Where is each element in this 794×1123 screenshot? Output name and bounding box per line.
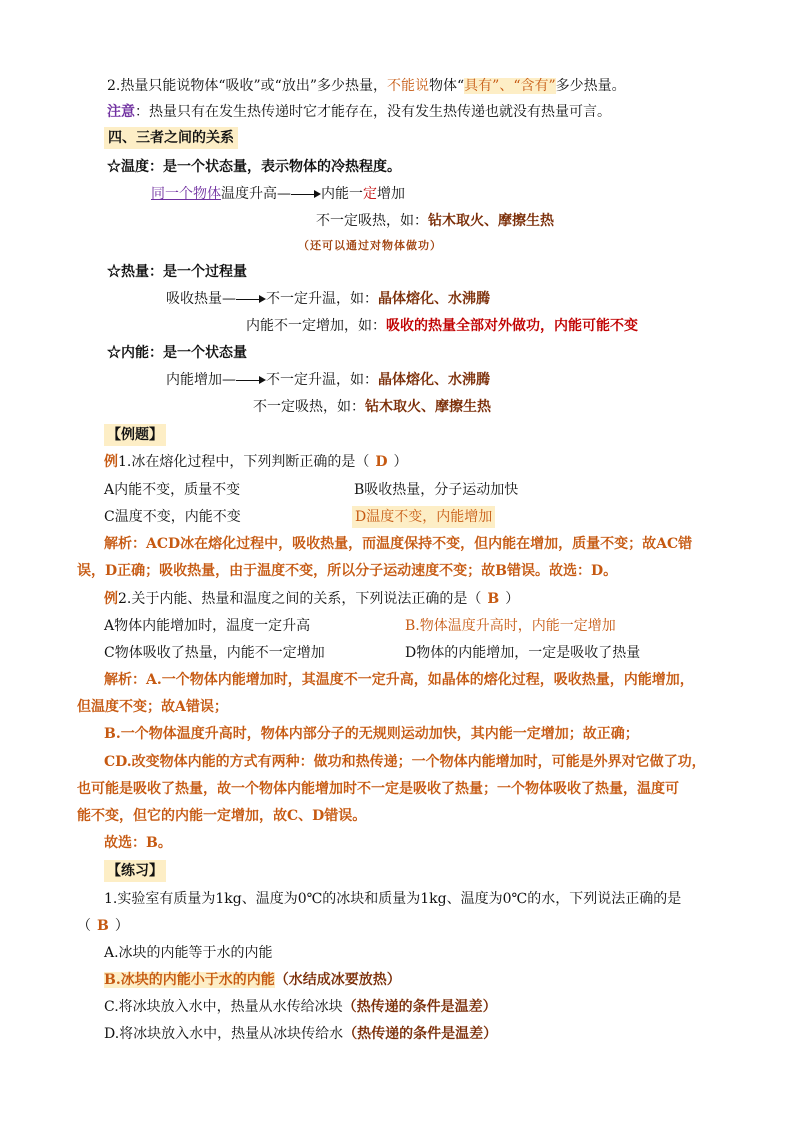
- ex1-analysis-1: 解析：ACD冰在熔化过程中，吸收热量，而温度保持不变，但内能在增加，质量不变；故AC错: [104, 536, 693, 552]
- heat-statement-end: 多少热量。: [555, 78, 626, 94]
- pr1-option-b: [104, 969, 401, 991]
- heat-ie-not-example: 吸收的热量全部对外做功，内能可能不变: [386, 318, 638, 334]
- heat-statement-text: 2.热量只能说物体“吸收”或“放出”多少热量，: [107, 78, 387, 94]
- ie-heading: ☆内能：是一个状态量: [107, 345, 247, 361]
- ex2-option-d: D物体的内能增加，一定是吸收了热量: [405, 645, 641, 661]
- temp-heading: ☆温度：是一个状态量，表示物体的冷热程度。: [107, 159, 401, 175]
- pr1-option-b-note: （水结成冰要放热）: [274, 972, 401, 988]
- ex2-label: 例: [104, 591, 118, 607]
- pr1-option-d: [104, 1023, 497, 1045]
- ex2-option-b: B.物体温度升高时，内能一定增加: [405, 618, 616, 634]
- ie-not-absorb: [253, 396, 491, 418]
- heat-relation: [166, 288, 490, 310]
- ex2-close: ）: [505, 591, 520, 607]
- ex1-q-text: 1.冰在熔化过程中，下列判断正确的是（: [118, 454, 370, 470]
- ie-word: 内能: [321, 186, 349, 202]
- note-label: 注意: [107, 104, 135, 120]
- ie-relation: [166, 369, 490, 391]
- section-4-title: 四、三者之间的关系: [104, 127, 238, 149]
- ie-not-absorb-example: 钻木取火、摩擦生热: [365, 399, 491, 415]
- ex2-answer: B: [487, 591, 500, 607]
- heat-heading: ☆热量：是一个过程量: [107, 264, 247, 280]
- ex2-q-text: 2.关于内能、热量和温度之间的关系，下列说法正确的是（: [118, 591, 482, 607]
- ding-emph: 定: [363, 186, 377, 202]
- pr1-option-c: [104, 996, 497, 1018]
- pr1-answer-line: [77, 915, 129, 937]
- pr1-answer: B: [97, 918, 109, 934]
- heat-statement-text2: 物体“: [429, 78, 465, 94]
- ex1-option-a: A内能不变，质量不变: [104, 482, 241, 498]
- heat-ie-not-text: 内能不一定增加，如：: [246, 318, 386, 334]
- ie-not-rise: 不一定升温，如：: [266, 372, 378, 388]
- heat-ie-not: [246, 315, 638, 337]
- ex2-question: [104, 588, 519, 610]
- ex1-label: 例: [104, 454, 118, 470]
- ex1-option-d: D温度不变，内能增加: [352, 506, 495, 528]
- arrow-icon: [236, 288, 266, 310]
- pr1-open: （: [77, 918, 91, 934]
- ie-inc-text: 内能增加—: [166, 372, 236, 388]
- heat-statement: [107, 75, 626, 97]
- temp-not-absorb-example: 钻木取火、摩擦生热: [428, 213, 554, 229]
- ex1-close: ）: [393, 454, 408, 470]
- pr1-option-d-note: （热传递的条件是温差）: [343, 1026, 498, 1042]
- temp-not-absorb: [316, 210, 554, 232]
- temp-not-absorb-text: 不一定吸热，如：: [316, 213, 428, 229]
- pr1-option-d-text: D.将冰块放入水中，热量从冰块传给水: [104, 1026, 344, 1042]
- absorb-text: 吸收热量—: [166, 291, 236, 307]
- heat-statement-emph: 不能说: [387, 78, 429, 94]
- same-object-label: 同一个物体: [151, 186, 221, 202]
- ie-not-rise-example: 晶体熔化、水沸腾: [378, 372, 490, 388]
- ex1-option-b: B吸收热量，分子运动加快: [354, 482, 519, 498]
- temp-relation: [151, 183, 405, 205]
- ex1-option-c: C温度不变，内能不变: [104, 509, 241, 525]
- arrow-icon: [236, 369, 266, 391]
- pr1-option-b-text: B.冰块的内能小于水的内能: [104, 972, 275, 988]
- ex2-option-c: C物体吸收了热量，内能不一定增加: [104, 645, 325, 661]
- work-note: （还可以通过对物体做功）: [298, 239, 442, 252]
- ie-one: 一: [349, 186, 363, 202]
- ex1-analysis-2: 误，D正确；吸收热量，由于温度不变，所以分子运动速度不变；故B错误。故选：D。: [77, 563, 618, 579]
- ex2-analysis-7: 故选：B。: [104, 835, 172, 851]
- ex2-analysis-6: 能不变，但它的内能一定增加，故C、D错误。: [77, 808, 367, 824]
- pr1-close: ）: [114, 918, 129, 934]
- ex2-analysis-1: 解析：A.一个物体内能增加时，其温度不一定升高，如晶体的熔化过程，吸收热量，内能增加，: [104, 672, 694, 688]
- note-text: ：热量只有在发生热传递时它才能存在，没有发生热传递也就没有热量可言。: [135, 104, 611, 120]
- ex2-analysis-4: CD.改变物体内能的方式有两种：做功和热传递；一个物体内能增加时，可能是外界对它做了功，: [104, 754, 706, 770]
- ex2-analysis-2: 但温度不变；故A错误；: [77, 699, 228, 715]
- heat-not-rise: 不一定升温，如：: [266, 291, 378, 307]
- ex1-question: [104, 451, 408, 473]
- pr1-option-c-note: （热传递的条件是温差）: [342, 999, 497, 1015]
- note-line: [107, 101, 611, 123]
- heat-not-rise-example: 晶体熔化、水沸腾: [378, 291, 490, 307]
- pr1-option-c-text: C.将冰块放入水中，热量从水传给冰块: [104, 999, 343, 1015]
- pr1-option-a: A.冰块的内能等于水的内能: [104, 945, 273, 961]
- example-tag: 【例题】: [104, 424, 166, 446]
- ie-inc: 增加: [377, 186, 405, 202]
- practice-tag: 【练习】: [104, 860, 166, 882]
- ex2-analysis-5: 也可能是吸收了热量，故一个物体内能增加时不一定是吸收了热量；一个物体吸收了热量，温度可: [77, 781, 679, 797]
- heat-statement-highlight: 具有”、“含有”: [464, 78, 556, 94]
- temp-rise: 温度升高—: [221, 186, 291, 202]
- ex1-answer: D: [375, 454, 388, 470]
- pr1-question: 1.实验室有质量为1kg、温度为0℃的冰块和质量为1kg、温度为0℃的水，下列说法正确的是: [104, 891, 682, 907]
- arrow-icon: [291, 183, 321, 205]
- ex2-analysis-3: B.一个物体温度升高时，物体内部分子的无规则运动加快，其内能一定增加；故正确；: [104, 726, 639, 742]
- ie-not-absorb-text: 不一定吸热，如：: [253, 399, 365, 415]
- ex2-option-a: A物体内能增加时，温度一定升高: [104, 618, 311, 634]
